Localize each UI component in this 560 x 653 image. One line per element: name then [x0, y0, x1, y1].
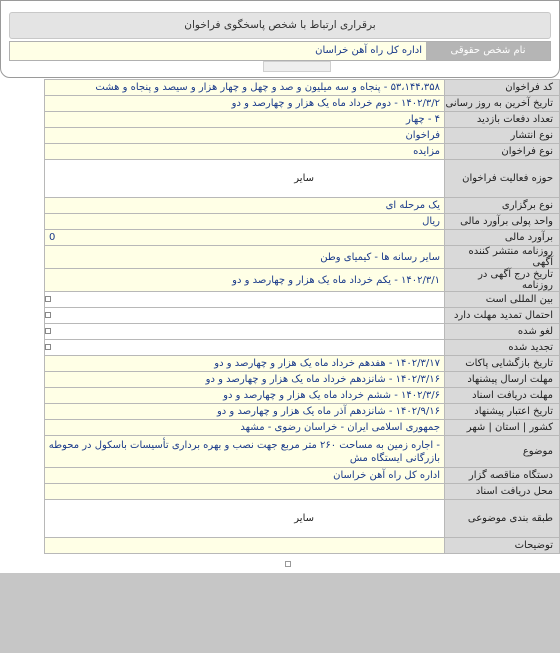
field-value: ۱۴۰۲/۳/۱۶ - شانزدهم خرداد ماه یک هزار و چهارصد و دو [45, 372, 445, 388]
field-label: حوزه فعالیت فراخوان [445, 160, 560, 198]
table-row [45, 340, 560, 356]
table-row [45, 308, 560, 324]
checkbox-icon [45, 312, 51, 318]
field-label: برآورد مالی [445, 230, 560, 246]
footer-checkbox [285, 561, 291, 567]
table-row [45, 436, 560, 468]
field-label: لغو شده [445, 324, 560, 340]
table-row [45, 230, 560, 246]
field-value: ریال [45, 214, 445, 230]
table-row [45, 538, 560, 554]
table-row [45, 324, 560, 340]
field-label: تجدید شده [445, 340, 560, 356]
field-label: نوع برگزاری [445, 198, 560, 214]
checkbox-icon [45, 296, 51, 302]
table-row [45, 214, 560, 230]
field-label: محل دریافت اسناد [445, 484, 560, 500]
table-row [45, 484, 560, 500]
field-label: تعداد دفعات بازدید [445, 112, 560, 128]
field-label: دستگاه مناقصه گزار [445, 468, 560, 484]
field-checkbox [45, 292, 445, 308]
field-value: فراخوان [45, 128, 445, 144]
field-value: اداره کل راه آهن خراسان [45, 468, 445, 484]
field-label: کد فراخوان [445, 80, 560, 96]
table-row [45, 160, 560, 198]
field-value: ۱۴۰۲/۳/۶ - ششم خرداد ماه یک هزار و چهارصد و دو [45, 388, 445, 404]
field-value: - اجاره زمین به مساحت ۲۶۰ متر مربع جهت نصب و بهره برداری تأسیسات باسکول در محوطه بازرگانی ایستگاه مش [45, 436, 445, 468]
legal-person-value: اداره کل راه آهن خراسان [10, 42, 426, 60]
checkbox-icon [45, 344, 51, 350]
table-row [45, 420, 560, 436]
field-label: توضیحات [445, 538, 560, 554]
field-value: جمهوری اسلامی ایران - خراسان رضوی - مشهد [45, 420, 445, 436]
table-row [45, 468, 560, 484]
legal-person-label: نام شخص حقوقی [426, 42, 550, 60]
field-value: ۱۴۰۲/۳/۲ - دوم خرداد ماه یک هزار و چهارصد و دو [45, 96, 445, 112]
field-label: مهلت ارسال پیشنهاد [445, 372, 560, 388]
field-label: تاریخ آخرین به روز رسانی [445, 96, 560, 112]
field-value: یک مرحله ای [45, 198, 445, 214]
table-row [45, 80, 560, 96]
table-row [45, 144, 560, 160]
field-label: نوع فراخوان [445, 144, 560, 160]
tender-details-table [44, 79, 560, 554]
legal-person-row [9, 41, 551, 61]
contact-panel [0, 0, 560, 78]
table-row [45, 372, 560, 388]
field-label: نوع انتشار [445, 128, 560, 144]
field-value: 0 [45, 230, 445, 246]
field-label: تاریخ بازگشایی پاکات [445, 356, 560, 372]
field-label: بین المللی است [445, 292, 560, 308]
contact-input-box[interactable] [263, 61, 331, 72]
field-label: موضوع [445, 436, 560, 468]
field-value: مزایده [45, 144, 445, 160]
table-row [45, 128, 560, 144]
field-value: ۴ - چهار [45, 112, 445, 128]
table-row [45, 112, 560, 128]
table-row [45, 198, 560, 214]
table-row [45, 246, 560, 269]
checkbox-icon [45, 328, 51, 334]
field-value [45, 538, 445, 554]
field-value: ۱۴۰۲/۹/۱۶ - شانزدهم آذر ماه یک هزار و چهارصد و دو [45, 404, 445, 420]
field-value: سایر [45, 160, 445, 198]
field-label: تاریخ درج آگهی در روزنامه [445, 269, 560, 292]
field-label: کشور | استان | شهر [445, 420, 560, 436]
table-row [45, 269, 560, 292]
table-row [45, 356, 560, 372]
field-value: سایر [45, 500, 445, 538]
field-checkbox [45, 340, 445, 356]
table-row [45, 500, 560, 538]
table-row [45, 404, 560, 420]
field-value: ۱۴۰۲/۳/۱۷ - هفدهم خرداد ماه یک هزار و چهارصد و دو [45, 356, 445, 372]
field-value: سایر رسانه ها - کیمیای وطن [45, 246, 445, 269]
field-label: روزنامه منتشر کننده آگهی [445, 246, 560, 269]
field-label: تاریخ اعتبار پیشنهاد [445, 404, 560, 420]
field-label: طبقه بندی موضوعی [445, 500, 560, 538]
table-row [45, 96, 560, 112]
footer-grey-area [0, 573, 560, 653]
field-value: ۵۳،۱۴۴،۳۵۸ - پنجاه و سه میلیون و صد و چهل و چهار هزار و سیصد و پنجاه و هشت [45, 80, 445, 96]
field-checkbox [45, 324, 445, 340]
field-label: احتمال تمدید مهلت دارد [445, 308, 560, 324]
field-label: مهلت دریافت اسناد [445, 388, 560, 404]
table-row [45, 292, 560, 308]
contact-heading[interactable]: برقراری ارتباط با شخص پاسخگوی فراخوان [9, 12, 551, 39]
field-value: ۱۴۰۲/۳/۱ - یکم خرداد ماه یک هزار و چهارصد و دو [45, 269, 445, 292]
field-value [45, 484, 445, 500]
field-label: واحد پولی برآورد مالی [445, 214, 560, 230]
field-checkbox [45, 308, 445, 324]
table-row [45, 388, 560, 404]
